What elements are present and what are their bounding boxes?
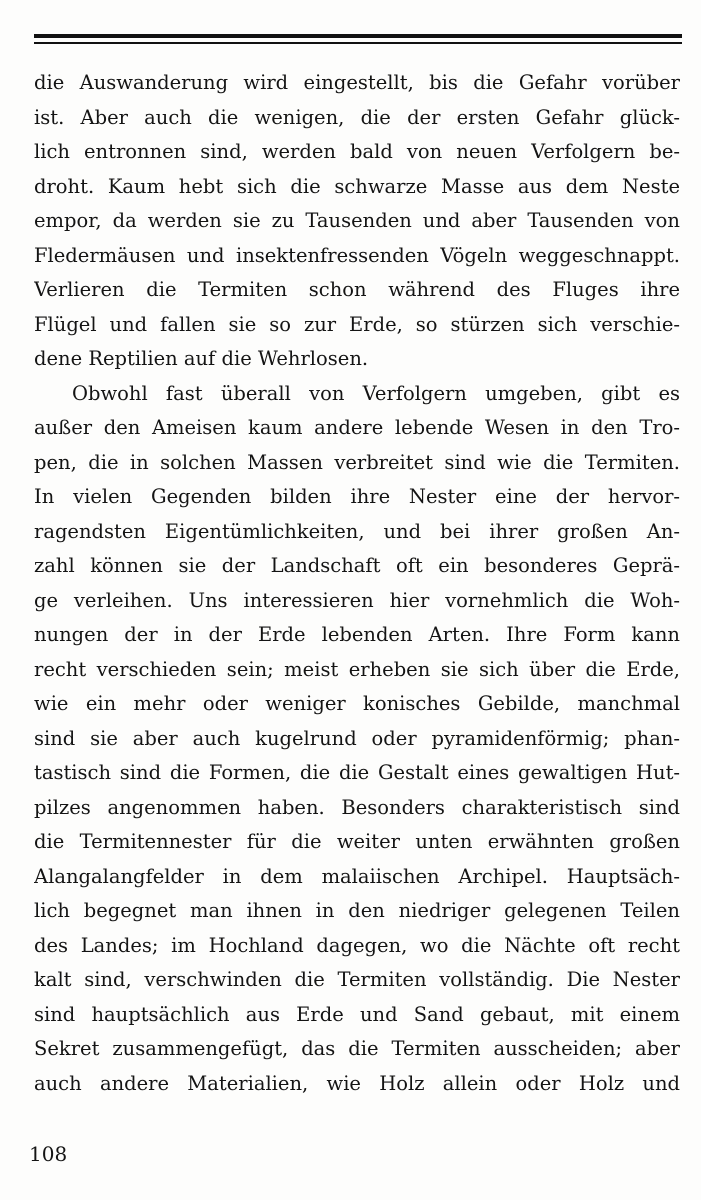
text-line: nungen der in der Erde lebenden Arten. Ihre Form kann: [34, 623, 680, 646]
text-line: droht. Kaum hebt sich die schwarze Masse aus dem Neste: [34, 174, 680, 198]
text-line: lich entronnen sind, werden bald von neuen Verfolgern be-: [34, 140, 680, 163]
text-line: Sekret zusammengefügt, das die Termiten ausscheiden; aber: [34, 1037, 680, 1060]
text-line: dene Reptilien auf die Wehrlosen.: [34, 347, 369, 370]
text-line: kalt sind, verschwinden die Termiten vollständig. Die Nester: [34, 968, 680, 991]
text-line: tastisch sind die Formen, die die Gestalt eines gewaltigen Hut-: [34, 761, 680, 784]
text-line: ist. Aber auch die wenigen, die der ersten Gefahr glück-: [34, 105, 680, 129]
header-rule-thin: [34, 42, 682, 44]
text-line: pilzes angenommen haben. Besonders charakteristisch sind: [34, 795, 680, 819]
body-text: [34, 66, 680, 1101]
text-line: lich begegnet man ihnen in den niedriger gelegenen Teilen: [34, 899, 680, 922]
text-line: auch andere Materialien, wie Holz allein oder Holz und: [34, 1071, 680, 1095]
text-line: pen, die in solchen Massen verbreitet sind wie die Termiten.: [34, 450, 680, 474]
text-line: recht verschieden sein; meist erheben sie sich über die Erde,: [34, 657, 680, 681]
text-line: Obwohl fast überall von Verfolgern umgeben, gibt es: [72, 381, 680, 405]
text-line: sind sie aber auch kugelrund oder pyramidenförmig; phan-: [34, 726, 680, 750]
text-line: ragendsten Eigentümlichkeiten, und bei ihrer großen An-: [34, 519, 680, 543]
page-number: 108: [29, 1142, 68, 1166]
header-rule-thick: [34, 34, 682, 38]
text-line: In vielen Gegenden bilden ihre Nester eine der hervor-: [34, 485, 680, 508]
text-line: die Auswanderung wird eingestellt, bis die Gefahr vorüber: [34, 71, 680, 94]
text-line: Fledermäusen und insektenfressenden Vögeln weggeschnappt.: [34, 243, 680, 267]
text-line: außer den Ameisen kaum andere lebende Wesen in den Tro-: [34, 416, 680, 439]
text-line: die Termitennester für die weiter unten erwähnten großen: [34, 830, 680, 853]
text-line: zahl können sie der Landschaft oft ein besonderes Geprä-: [34, 554, 680, 577]
text-line: wie ein mehr oder weniger konisches Gebilde, manchmal: [34, 692, 680, 715]
text-line: empor, da werden sie zu Tausenden und aber Tausenden von: [34, 209, 680, 232]
text-line: des Landes; im Hochland dagegen, wo die Nächte oft recht: [34, 933, 680, 957]
text-line: ge verleihen. Uns interessieren hier vornehmlich die Woh-: [34, 588, 680, 612]
text-line: Verlieren die Termiten schon während des Fluges ihre: [34, 278, 680, 301]
text-line: Flügel und fallen sie so zur Erde, so stürzen sich verschie-: [34, 312, 680, 336]
text-line: sind hauptsächlich aus Erde und Sand gebaut, mit einem: [34, 1002, 680, 1026]
text-line: Alangalangfelder in dem malaiischen Archipel. Hauptsäch-: [34, 864, 680, 888]
